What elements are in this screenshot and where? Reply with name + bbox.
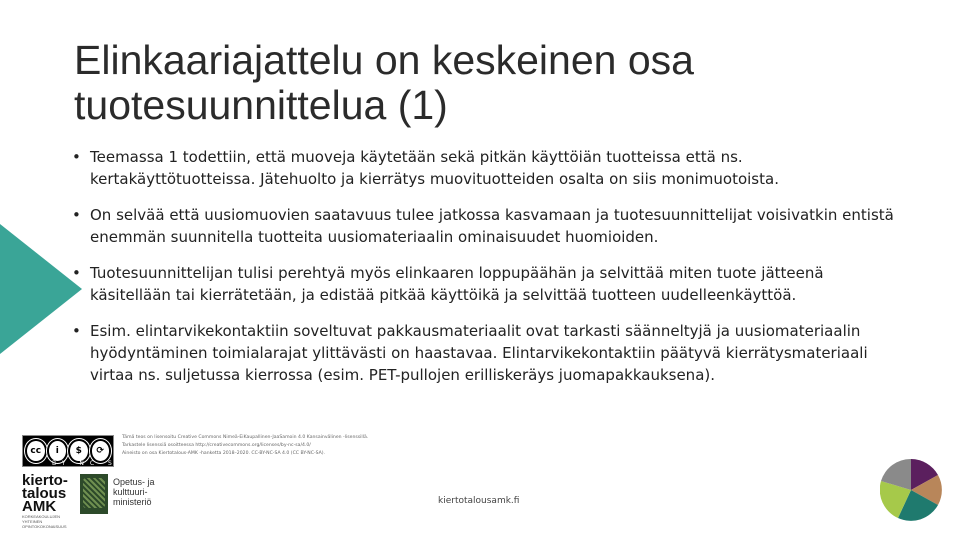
cc-labels: BY NC SA bbox=[52, 460, 128, 467]
decorative-triangle bbox=[0, 224, 82, 354]
title-line-2: tuotesuunnittelua (1) bbox=[74, 82, 448, 128]
title-line-1: Elinkaariajattelu on keskeinen osa bbox=[74, 37, 694, 83]
bullet-item bbox=[72, 204, 902, 248]
bullet-text: On selvää että uusiomuovien saatavuus tulee jatkossa kasvamaan ja tuotesuunnittelijat voisivatkin entistä enemmän suunnitella tuotteita uusiomateriaalin ominaisuudet huomioiden. bbox=[90, 206, 894, 246]
ministry-line-3: ministeriö bbox=[113, 497, 152, 507]
cc-icon: cc bbox=[25, 439, 47, 463]
ministry-line-2: kulttuuri- bbox=[113, 487, 148, 497]
license-line-2: Tarkastele lisenssiä osoitteessa http://creativecommons.org/licenses/by-nc-sa/4.0/ bbox=[122, 443, 311, 448]
noncommercial-icon: $ bbox=[68, 439, 90, 463]
ministry-logo-text bbox=[113, 477, 155, 507]
license-text bbox=[122, 434, 372, 458]
footer-url[interactable]: kiertotalousamk.fi bbox=[438, 496, 520, 506]
bullet-marker: • bbox=[72, 148, 81, 166]
bullet-marker: • bbox=[72, 322, 81, 340]
sharealike-icon: ⟳ bbox=[90, 439, 112, 463]
decorative-pie-icon bbox=[880, 459, 942, 521]
ministry-line-1: Opetus- ja bbox=[113, 477, 155, 487]
bullet-item bbox=[72, 146, 902, 190]
ministry-emblem-pattern bbox=[83, 478, 105, 508]
kiertotalous-amk-logo bbox=[22, 474, 72, 529]
slide-title bbox=[74, 38, 894, 128]
bullet-text: Teemassa 1 todettiin, että muoveja käytetään sekä pitkän käyttöiän tuotteissa että ns. kertakäyttötuotteissa. Jätehuolto ja kierrätys muovituotteiden osalta on siis monimuotoista. bbox=[90, 148, 779, 188]
bullet-text: Tuotesuunnittelijan tulisi perehtyä myös elinkaaren loppupäähän ja selvittää miten tuote jätteenä käsitellään tai kierrätetään, ja edistää pitkää käyttöikä ja selvittää tuotteen uudelleenkäyttöä. bbox=[90, 264, 824, 304]
logo-line-1: kierto- bbox=[22, 472, 68, 489]
bullet-item bbox=[72, 320, 902, 386]
logo-subtitle: KORKEAKOULUJEN YHTEINEN OPINTOKOKONAISUUS bbox=[22, 514, 67, 529]
bullet-list bbox=[72, 146, 902, 400]
license-line-3: Aineisto on osa Kiertotalous-AMK -hanketta 2018–2020. CC-BY-NC-SA 4.0 (CC BY-NC-SA). bbox=[122, 451, 325, 456]
bullet-item bbox=[72, 262, 902, 306]
attribution-icon: i bbox=[47, 439, 69, 463]
logo-line-2: talous bbox=[22, 485, 67, 502]
bullet-text: Esim. elintarvikekontaktiin soveltuvat pakkausmateriaalit ovat tarkasti säänneltyjä ja uusiomateriaalin hyödyntäminen toimialarajat ylittävästi on haastavaa. Elintarvikekontaktiin päätyvä kierrätysmateriaali virtaa ns. suljetussa kierrossa (esim. PET-pullojen erilliskeräys juomapakkauksena). bbox=[90, 322, 868, 384]
logo-line-3: AMK bbox=[22, 498, 57, 515]
bullet-marker: • bbox=[72, 206, 81, 224]
bullet-marker: • bbox=[72, 264, 81, 282]
license-line-1: Tämä teos on lisensoitu Creative Commons Nimeä-EiKaupallinen-JaaSamoin 4.0 Kansainvälinen -lisenssillä. bbox=[122, 435, 369, 440]
